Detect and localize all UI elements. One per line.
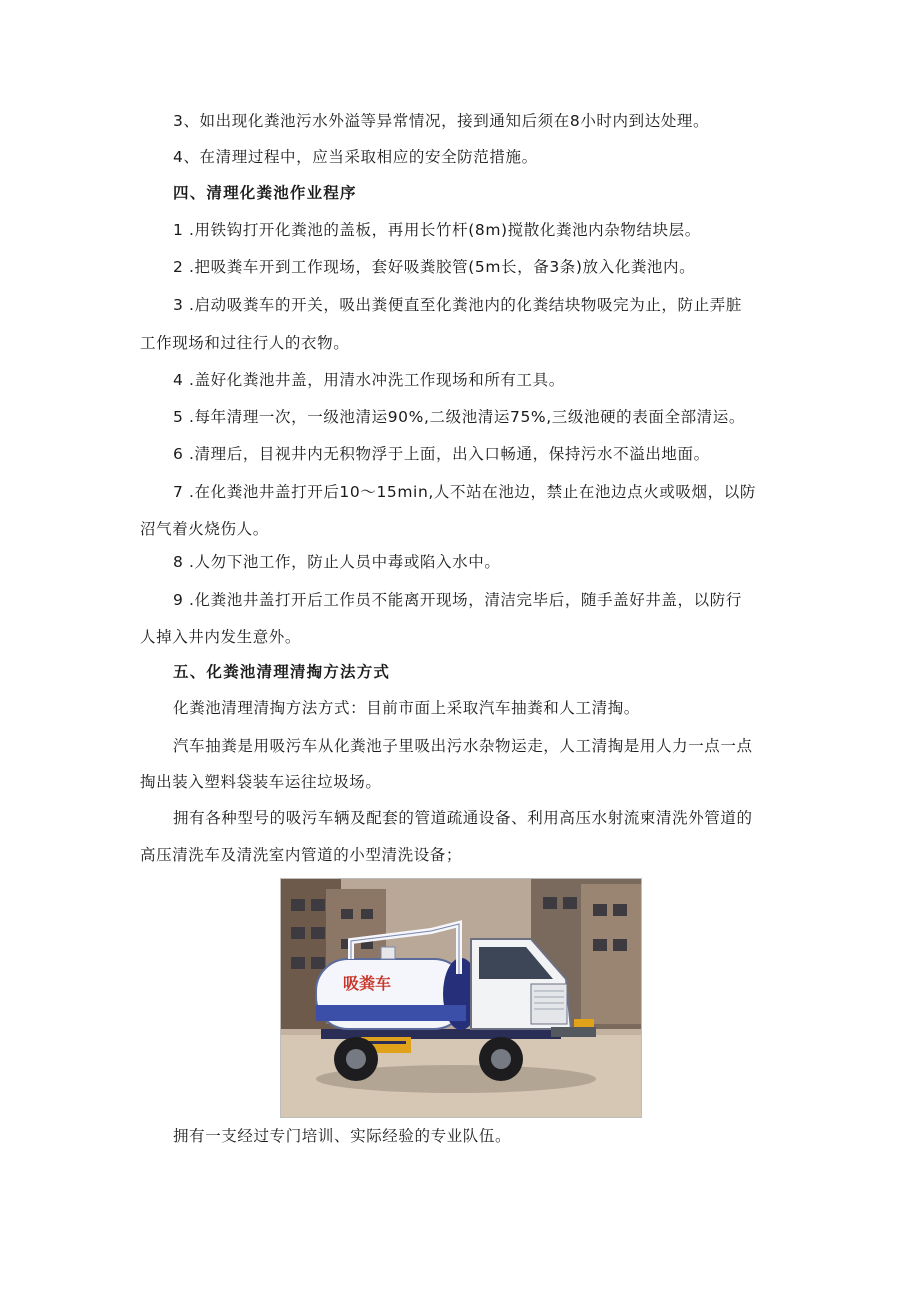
paragraph-line: 4、在清理过程中，应当采取相应的安全防范措施。 bbox=[173, 148, 538, 166]
paragraph-line: 高压清洗车及清洗室内管道的小型清洗设备； bbox=[140, 846, 463, 864]
paragraph-line: 2 .把吸粪车开到工作现场，套好吸粪胶管(5m长，备3条)放入化粪池内。 bbox=[173, 258, 696, 276]
tank-label: 吸粪车 bbox=[343, 974, 392, 993]
paragraph-line: 汽车抽粪是用吸污车从化粪池子里吸出污水杂物运走，人工清掏是用人力一点一点 bbox=[173, 737, 753, 755]
paragraph-line: 5 .每年清理一次，一级池清运90%,二级池清运75%,三级池硬的表面全部清运。 bbox=[173, 408, 745, 426]
paragraph-line: 工作现场和过往行人的衣物。 bbox=[140, 334, 350, 352]
paragraph-line: 8 .人勿下池工作，防止人员中毒或陷入水中。 bbox=[173, 553, 501, 571]
paragraph-line: 3、如出现化粪池污水外溢等异常情况，接到通知后须在8小时内到达处理。 bbox=[173, 112, 710, 130]
paragraph-line: 掏出装入塑料袋装车运往垃圾场。 bbox=[140, 773, 382, 791]
paragraph-line: 化粪池清理清掏方法方式：目前市面上采取汽车抽粪和人工清掏。 bbox=[173, 699, 640, 717]
section-heading: 五、化粪池清理清掏方法方式 bbox=[173, 663, 391, 681]
paragraph-line: 拥有各种型号的吸污车辆及配套的管道疏通设备、利用高压水射流柬清洗外管道的 bbox=[173, 809, 753, 827]
section-heading: 四、清理化粪池作业程序 bbox=[173, 184, 357, 202]
paragraph-line: 7 .在化粪池井盖打开后10〜15min,人不站在池边，禁止在池边点火或吸烟，以防 bbox=[173, 483, 756, 501]
paragraph-line: 3 .启动吸粪车的开关，吸出粪便直至化粪池内的化粪结块物吸完为止，防止弄脏 bbox=[173, 296, 742, 314]
paragraph-line: 4 .盖好化粪池井盖，用清水冲洗工作现场和所有工具。 bbox=[173, 371, 565, 389]
paragraph-line: 6 .清理后，目视井内无积物浮于上面，出入口畅通，保持污水不溢出地面。 bbox=[173, 445, 710, 463]
vacuum-truck-image bbox=[281, 879, 641, 1117]
paragraph-line: 人掉入井内发生意外。 bbox=[140, 628, 302, 646]
vacuum-truck-photo bbox=[280, 878, 642, 1118]
paragraph-line: 9 .化粪池井盖打开后工作员不能离开现场，清洁完毕后，随手盖好井盖，以防行 bbox=[173, 591, 742, 609]
paragraph-line: 拥有一支经过专门培训、实际经验的专业队伍。 bbox=[173, 1127, 512, 1145]
paragraph-line: 1 .用铁钩打开化粪池的盖板，再用长竹杆(8m)搅散化粪池内杂物结块层。 bbox=[173, 221, 701, 239]
paragraph-line: 沼气着火烧伤人。 bbox=[140, 520, 269, 538]
